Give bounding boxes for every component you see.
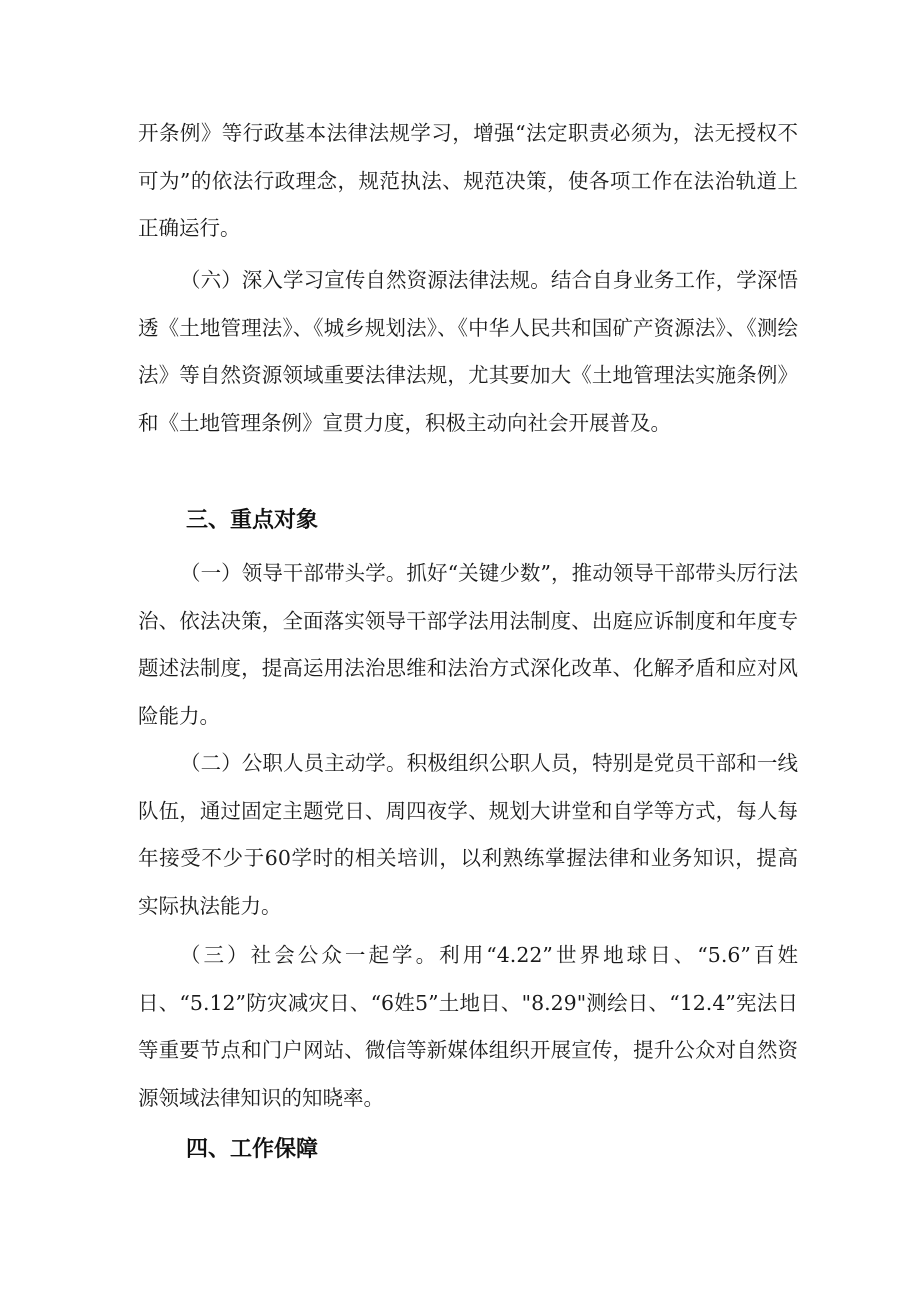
section-heading-work-guarantee: 四、工作保障	[186, 1137, 319, 1162]
paragraph-rule-of-law-study: 开条例》等行政基本法律法规学习，增强“法定职责必须为，法无授权不可为”的依法行政理念，规范执法、规范决策，使各项工作在法治轨道上正确运行。	[138, 121, 798, 240]
paragraph-leading-cadres: （一）领导干部带头学。抓好“关键少数”，推动领导干部带头厉行法治、依法决策，全面落实领导干部学法用法制度、出庭应诉制度和年度专题述法制度，提高运用法治思维和法治方式深化改革、化解矛盾和应对风险能力。	[138, 561, 798, 728]
paragraph-natural-resources-law: （六）深入学习宣传自然资源法律法规。结合自身业务工作，学深悟透《土地管理法》、《城乡规划法》、《中华人民共和国矿产资源法》、《测绘法》等自然资源领域重要法律法规，尤其要加大《土地管理法实施条例》和《土地管理条例》宣贯力度，积极主动向社会开展普及。	[138, 268, 798, 435]
section-heading-key-targets: 三、重点对象	[186, 508, 319, 533]
paragraph-public-officials: （二）公职人员主动学。积极组织公职人员，特别是党员干部和一线队伍，通过固定主题党日、周四夜学、规划大讲堂和自学等方式，每人每年接受不少于60学时的相关培训，以利熟练掌握法律和业务知识，提高实际执法能力。	[138, 751, 798, 918]
paragraph-public-awareness: （三）社会公众一起学。利用“4.22”世界地球日、“5.6”百姓日、“5.12”防灾减灾日、“6姓5”土地日、"8.29"测绘日、“12.4”宪法日等重要节点和门户网站、微信等新媒体组织开展宣传，提升公众对自然资源领域法律知识的知晓率。	[138, 943, 798, 1110]
